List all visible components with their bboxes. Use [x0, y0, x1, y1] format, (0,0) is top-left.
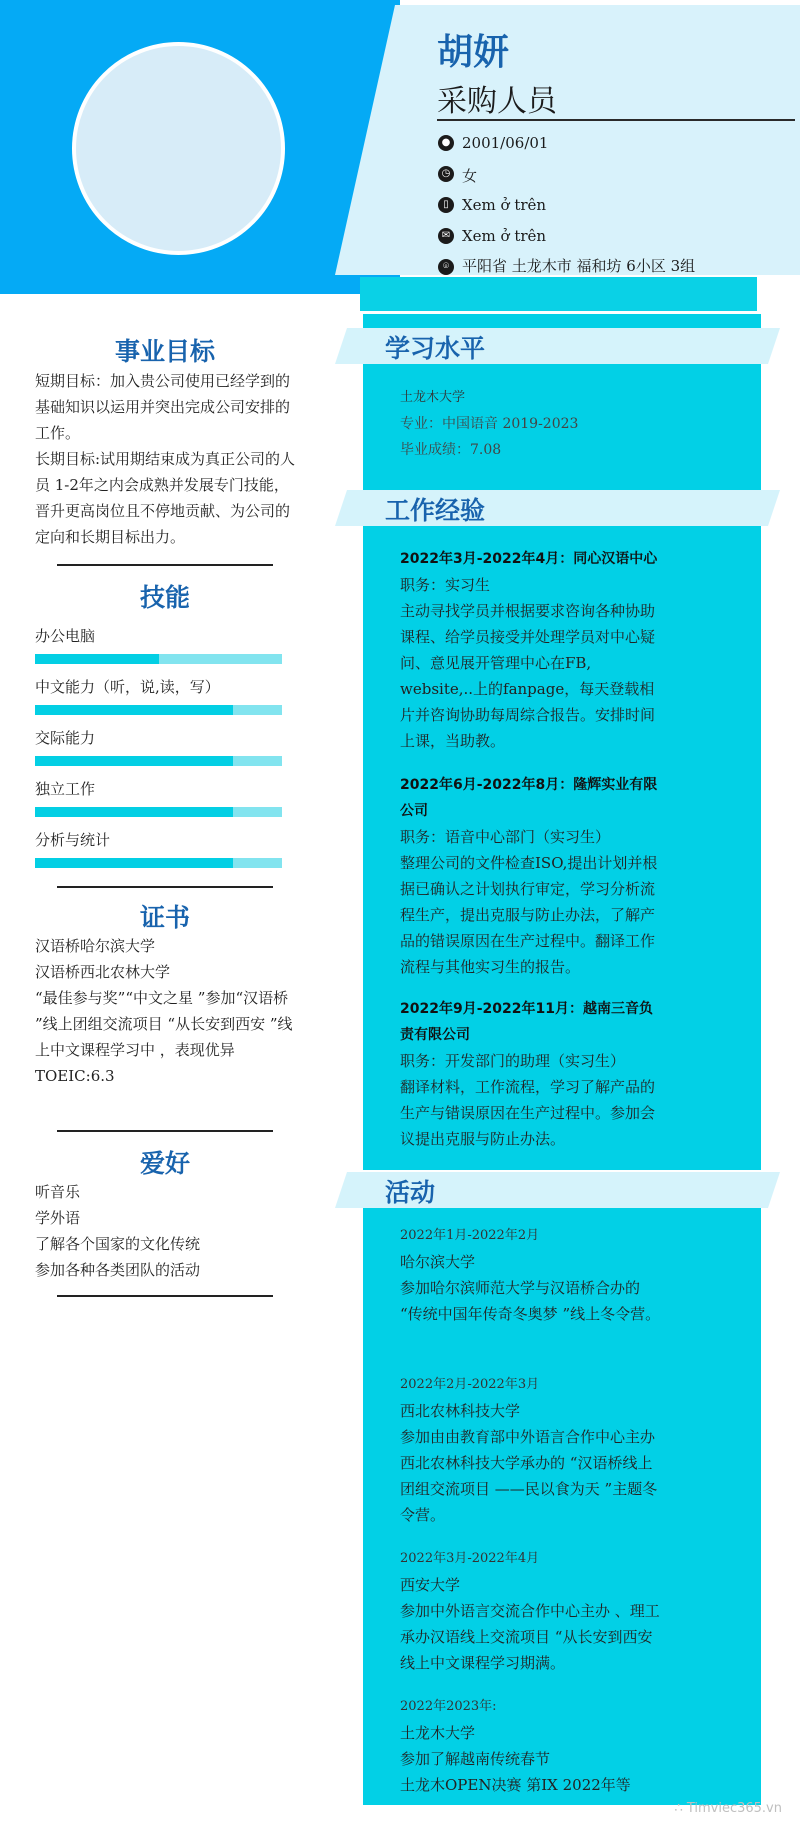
experience-role: 职务：实习生 [400, 576, 491, 594]
section-divider [57, 886, 273, 888]
activity-date: 2022年1月-2022年2月 [400, 1228, 540, 1243]
hobby-item: 学外语 [35, 1209, 81, 1227]
activity-date: 2022年3月-2022年4月 [400, 1551, 540, 1566]
certificate-line: 汉语桥哈尔滨大学 [35, 937, 156, 955]
activity-item [400, 1223, 665, 1327]
experience-item [400, 996, 665, 1152]
certificate-line: “最佳参与奖”“中文之星 ”参加“汉语桥 ”线上团组交流项目 “从长安到西安 ”线上中文课程学习中 ，表现优异 [35, 989, 293, 1059]
header-light-panel [335, 5, 800, 275]
experience-role: 职务：语音中心部门（实习生） [400, 828, 611, 846]
activity-extra: 土龙木OPEN决赛 第IX 2022年等 [400, 1776, 631, 1794]
hobby-item: 了解各个国家的文化传统 [35, 1235, 201, 1253]
activity-item [400, 1694, 665, 1798]
skill-label: 分析与统计 [35, 831, 111, 849]
skill-bar [35, 705, 282, 715]
phone-icon: ▯ [438, 197, 454, 213]
skills-heading: 技能 [139, 583, 190, 612]
section-divider [57, 1130, 273, 1132]
education-grade: 毕业成绩：7.08 [400, 442, 502, 458]
hobby-item: 参加各种各类团队的活动 [35, 1261, 201, 1279]
info-phone [438, 196, 546, 214]
experience-desc: 整理公司的文件检查ISO,提出计划并根据已确认之计划执行审定，学习分析流程生产，提出克服与防止办法，了解产品的错误原因在生产过程中。翻译工作流程与其他实习生的报告。 [400, 854, 658, 976]
activity-desc: 参加哈尔滨师范大学与汉语桥合办的 “传统中国年传奇冬奥梦 ”线上冬令营。 [400, 1279, 661, 1323]
clock-icon: ◷ [438, 166, 454, 182]
activities-heading: 活动 [385, 1178, 436, 1207]
skill-label: 独立工作 [35, 780, 96, 798]
email-icon: ✉ [438, 228, 454, 244]
experience-role: 职务：开发部门的助理（实习生） [400, 1052, 626, 1070]
job-title: 采购人员 [437, 84, 557, 119]
info-text: 平阳省 土龙木市 福和坊 6小区 3组 [462, 257, 696, 275]
info-email [438, 227, 546, 245]
education-major: 专业：中国语音 2019-2023 [400, 416, 579, 432]
activity-org: 土龙木大学 [400, 1724, 476, 1742]
skill-bar [35, 807, 282, 817]
career-short-term: 短期目标：加入贵公司使用已经学到的基础知识以运用并突出完成公司安排的工作。 [35, 372, 291, 442]
info-text: 2001/06/01 [462, 134, 549, 152]
hobbies-content [35, 1179, 297, 1283]
activity-item [400, 1546, 665, 1676]
skill-bar-fill [35, 654, 159, 664]
experience-item [400, 772, 665, 980]
skill-bar [35, 654, 282, 664]
education-school: 土龙木大学 [400, 390, 466, 405]
skill-label: 中文能力（听，说,读，写） [35, 678, 220, 696]
certificate-line: TOEIC:6.3 [35, 1067, 115, 1085]
career-long-term: 长期目标:试用期结束成为真正公司的人员 1-2年之内会成熟并发展专门技能，晋升更高岗位且不停地贡献、为公司的定向和长期目标出力。 [35, 450, 296, 546]
experience-heading: 工作经验 [385, 496, 486, 525]
activity-desc: 参加中外语言交流合作中心主办 、理工承办汉语线上交流项目 “从长安到西安线上中文课程学习期满。 [400, 1602, 660, 1672]
certificates-content [35, 933, 297, 1089]
person-icon: ● [438, 135, 454, 151]
experience-title: 2022年6月-2022年8月：隆辉实业有限公司 [400, 777, 658, 819]
skill-bar [35, 756, 282, 766]
avatar [72, 42, 285, 255]
activity-item [400, 1372, 665, 1528]
section-divider [57, 564, 273, 566]
activity-desc: 参加由由教育部中外语言合作中心主办西北农林科技大学承办的 “汉语桥线上团组交流项目 ——民以食为天 ”主题冬令营。 [400, 1428, 658, 1524]
hobbies-heading: 爱好 [139, 1149, 190, 1178]
candidate-name: 胡妍 [437, 32, 510, 73]
education-content [400, 385, 665, 463]
education-heading: 学习水平 [385, 334, 486, 363]
skill-bar [35, 858, 282, 868]
skill-bar-fill [35, 756, 233, 766]
info-text: 女 [462, 167, 478, 185]
watermark: ∴ Timviec365.vn [674, 1801, 782, 1816]
skill-bar-fill [35, 705, 233, 715]
info-gender [438, 165, 477, 186]
skill-label: 交际能力 [35, 729, 96, 747]
activity-desc: 参加了解越南传统春节 [400, 1750, 551, 1768]
info-text: Xem ở trên [462, 196, 547, 214]
activity-org: 西北农林科技大学 [400, 1402, 521, 1420]
career-content [35, 368, 297, 550]
header-accent-bar [360, 277, 757, 311]
location-icon: ⌾ [438, 259, 454, 275]
experience-title: 2022年9月-2022年11月：越南三音负责有限公司 [400, 1001, 653, 1043]
certificates-heading: 证书 [139, 903, 190, 932]
activity-date: 2022年2月-2022年3月 [400, 1377, 540, 1392]
experience-title: 2022年3月-2022年4月：同心汉语中心 [400, 551, 658, 567]
activity-org: 哈尔滨大学 [400, 1253, 476, 1271]
skill-bar-fill [35, 858, 233, 868]
experience-item [400, 546, 665, 754]
section-divider [57, 1295, 273, 1297]
info-text: Xem ở trên [462, 227, 547, 245]
title-divider [437, 119, 795, 121]
activity-org: 西安大学 [400, 1576, 461, 1594]
skill-label: 办公电脑 [35, 627, 96, 645]
experience-desc: 翻译材料，工作流程，学习了解产品的生产与错误原因在生产过程中。参加会议提出克服与防止办法。 [400, 1078, 656, 1148]
activity-date: 2022年2023年: [400, 1699, 497, 1714]
hobby-item: 听音乐 [35, 1183, 81, 1201]
skill-bar-fill [35, 807, 233, 817]
experience-desc: 主动寻找学员并根据要求咨询各种协助课程、给学员接受并处理学员对中心疑问、意见展开管理中心在FB, website,..上的fanpage，每天登载相片并咨询协助每周综合报告。安排时间上课，当助教。 [400, 602, 656, 750]
info-birthdate [438, 134, 548, 152]
career-heading: 事业目标 [114, 337, 215, 366]
certificate-line: 汉语桥西北农林大学 [35, 963, 171, 981]
